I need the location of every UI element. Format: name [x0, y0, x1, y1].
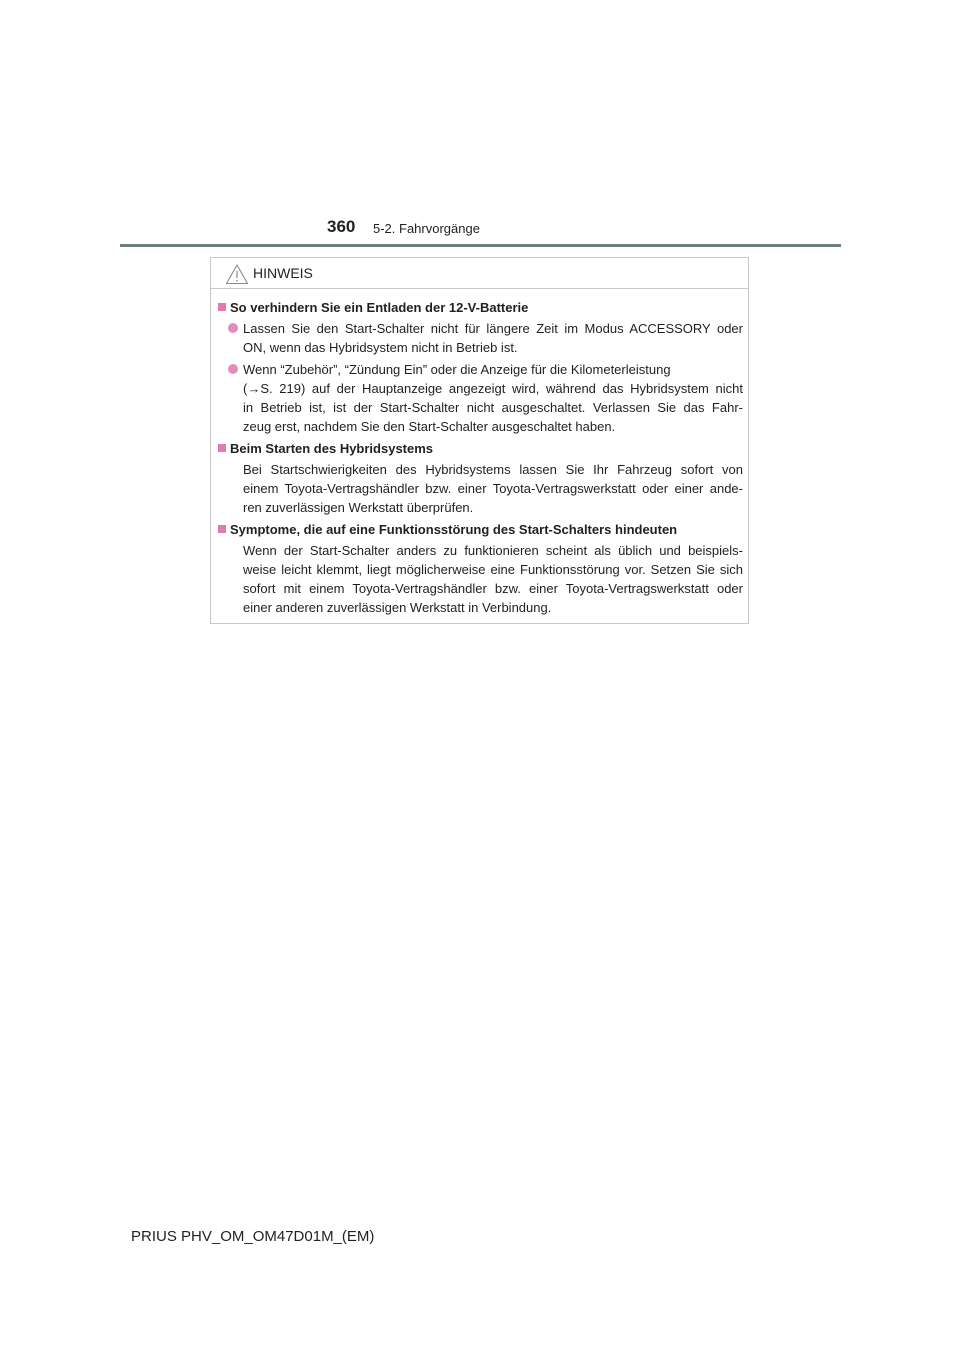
- square-bullet-icon: [218, 525, 226, 533]
- text-line: Wenn der Start-Schalter anders zu funktionieren scheint als üblich und beispiels-: [243, 543, 743, 558]
- bullet-item: [218, 319, 743, 357]
- section-paragraph: [218, 460, 743, 517]
- section-heading: Beim Starten des Hybridsystems: [218, 439, 743, 458]
- notice-body: [218, 298, 743, 620]
- section-paragraph: [218, 541, 743, 617]
- circle-bullet-icon: [228, 364, 238, 374]
- notice-header: [211, 258, 748, 289]
- circle-bullet-icon: [228, 323, 238, 333]
- text-line: in Betrieb ist, ist der Start-Schalter nicht ausgeschaltet. Verlassen Sie das Fahr-: [243, 400, 743, 415]
- section-title: 5-2. Fahrvorgänge: [373, 221, 480, 236]
- text-line: Lassen Sie den Start-Schalter nicht für längere Zeit im Modus ACCESSORY oder: [243, 321, 743, 336]
- text-line: Wenn “Zubehör”, “Zündung Ein” oder die Anzeige für die Kilometerleistung: [243, 362, 671, 377]
- text-line: weise leicht klemmt, liegt möglicherweise eine Funktionsstörung vor. Setzen Sie sich: [243, 562, 743, 577]
- page-number: 360: [327, 217, 356, 236]
- text-line: zeug erst, nachdem Sie den Start-Schalter ausgeschaltet haben.: [243, 419, 616, 434]
- text-line: Bei Startschwierigkeiten des Hybridsystems lassen Sie Ihr Fahrzeug sofort von: [243, 462, 743, 477]
- text-line: ren zuverlässigen Werkstatt überprüfen.: [243, 500, 474, 515]
- section-heading: So verhindern Sie ein Entladen der 12-V-Batterie: [218, 298, 743, 317]
- bullet-item: [218, 360, 743, 436]
- text-line: einem Toyota-Vertragshändler bzw. einer Toyota-Vertragswerkstatt oder einer ande-: [243, 481, 743, 496]
- square-bullet-icon: [218, 444, 226, 452]
- notice-section-battery: [218, 298, 743, 436]
- warning-triangle-icon: [225, 263, 249, 285]
- text-line: einer anderen zuverlässigen Werkstatt in Verbindung.: [243, 600, 552, 615]
- notice-section-starting: [218, 439, 743, 517]
- text-line: ON, wenn das Hybridsystem nicht in Betrieb ist.: [243, 340, 518, 355]
- section-heading: Symptome, die auf eine Funktionsstörung des Start-Schalters hindeuten: [218, 520, 743, 539]
- notice-box: [210, 257, 749, 624]
- square-bullet-icon: [218, 303, 226, 311]
- text-line: sofort mit einem Toyota-Vertragshändler bzw. einer Toyota-Vertragswerkstatt oder: [243, 581, 743, 596]
- header-divider: [120, 244, 841, 247]
- notice-section-symptoms: [218, 520, 743, 617]
- text-line-page-reference: (→S. 219) auf der Hauptanzeige angezeigt wird, während das Hybridsystem nicht: [243, 381, 743, 396]
- notice-title: HINWEIS: [253, 265, 313, 281]
- document-id: PRIUS PHV_OM_OM47D01M_(EM): [131, 1228, 375, 1245]
